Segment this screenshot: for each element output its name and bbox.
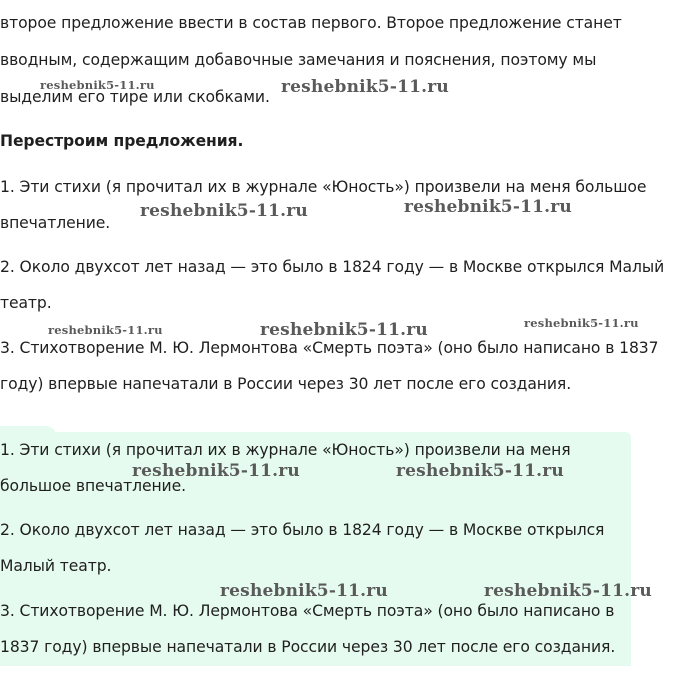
intro-line-1: второе предложение ввести в состав первого. Второе предложение станет — [0, 14, 622, 32]
example-3-line-1: 3. Стихотворение М. Ю. Лермонтова «Смерть поэта» (оно было написано в 1837 — [0, 339, 659, 357]
watermark: reshebnik5-11.ru — [404, 197, 572, 217]
watermark: reshebnik5-11.ru — [396, 461, 564, 481]
watermark: reshebnik5-11.ru — [140, 201, 308, 221]
example-1-line-1: 1. Эти стихи (я прочитал их в журнале «Юность») произвели на меня большое — [0, 178, 647, 196]
example-3-line-2: году) впервые напечатали в России через 30 лет после его создания. — [0, 375, 572, 393]
answer-2-line-1: 2. Около двухсот лет назад — это было в 1824 году — в Москве открылся — [0, 521, 605, 539]
example-1-line-2: впечатление. — [0, 214, 111, 232]
answer-2-line-2: Малый театр. — [0, 557, 112, 575]
watermark: reshebnik5-11.ru — [281, 77, 449, 97]
answer-1-line-2: большое впечатление. — [0, 477, 186, 495]
answer-1-line-1: 1. Эти стихи (я прочитал их в журнале «Юность») произвели на меня — [0, 441, 571, 459]
intro-line-3: выделим его тире или скобками. — [0, 88, 270, 106]
watermark: reshebnik5-11.ru — [40, 78, 155, 92]
watermark: reshebnik5-11.ru — [260, 320, 428, 340]
answer-3-line-1: 3. Стихотворение М. Ю. Лермонтова «Смерть поэта» (оно было написано в — [0, 602, 615, 620]
answer-3-line-2: 1837 году) впервые напечатали в России через 30 лет после его создания. — [0, 638, 616, 656]
watermark: reshebnik5-11.ru — [524, 316, 639, 330]
watermark: reshebnik5-11.ru — [132, 461, 300, 481]
intro-line-2: вводным, содержащим добавочные замечания и пояснения, поэтому мы — [0, 51, 597, 69]
example-2-line-1: 2. Около двухсот лет назад — это было в 1824 году — в Москве открылся Малый — [0, 258, 665, 276]
watermark: reshebnik5-11.ru — [220, 581, 388, 601]
watermark: reshebnik5-11.ru — [484, 581, 652, 601]
watermark: reshebnik5-11.ru — [48, 323, 163, 337]
example-2-line-2: театр. — [0, 294, 52, 312]
section-heading: Перестроим предложения. — [0, 132, 244, 150]
